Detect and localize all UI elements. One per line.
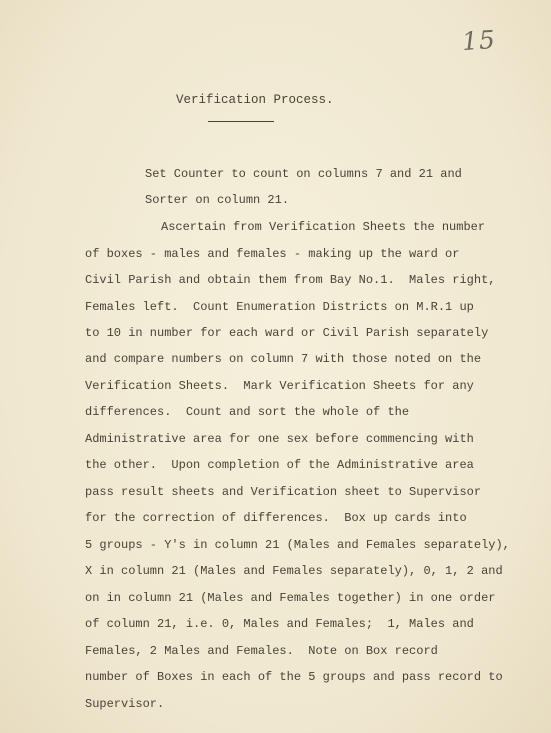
page-number: 15 xyxy=(461,24,497,57)
text-line-9: Verification Sheets. Mark Verification Sheets for any xyxy=(85,379,474,393)
page-title: Verification Process. xyxy=(176,93,334,107)
text-line-13: pass result sheets and Verification sheet to Supervisor xyxy=(85,485,482,499)
text-line-17: on in column 21 (Males and Females together) in one order xyxy=(85,591,496,605)
text-line-2: Sorter on column 21. xyxy=(145,193,290,207)
text-line-3: Ascertain from Verification Sheets the number xyxy=(161,220,486,234)
text-line-16: X in column 21 (Males and Females separately), 0, 1, 2 and xyxy=(85,564,503,578)
title-underline xyxy=(208,121,274,122)
text-line-11: Administrative area for one sex before commencing with xyxy=(85,432,474,446)
text-line-1: Set Counter to count on columns 7 and 21 and xyxy=(145,167,462,181)
text-line-12: the other. Upon completion of the Administrative area xyxy=(85,458,474,472)
text-line-7: to 10 in number for each ward or Civil Parish separately xyxy=(85,326,489,340)
text-line-15: 5 groups - Y's in column 21 (Males and Females separately), xyxy=(85,538,510,552)
text-line-8: and compare numbers on column 7 with those noted on the xyxy=(85,352,482,366)
text-line-10: differences. Count and sort the whole of the xyxy=(85,405,410,419)
text-line-4: of boxes - males and females - making up the ward or xyxy=(85,247,460,261)
text-line-18: of column 21, i.e. 0, Males and Females; 1, Males and xyxy=(85,617,474,631)
text-line-5: Civil Parish and obtain them from Bay No.1. Males right, xyxy=(85,273,496,287)
text-line-21: Supervisor. xyxy=(85,697,165,711)
text-line-14: for the correction of differences. Box up cards into xyxy=(85,511,467,525)
text-line-6: Females left. Count Enumeration Districts on M.R.1 up xyxy=(85,300,474,314)
text-line-19: Females, 2 Males and Females. Note on Box record xyxy=(85,644,438,658)
text-line-20: number of Boxes in each of the 5 groups and pass record to xyxy=(85,670,503,684)
